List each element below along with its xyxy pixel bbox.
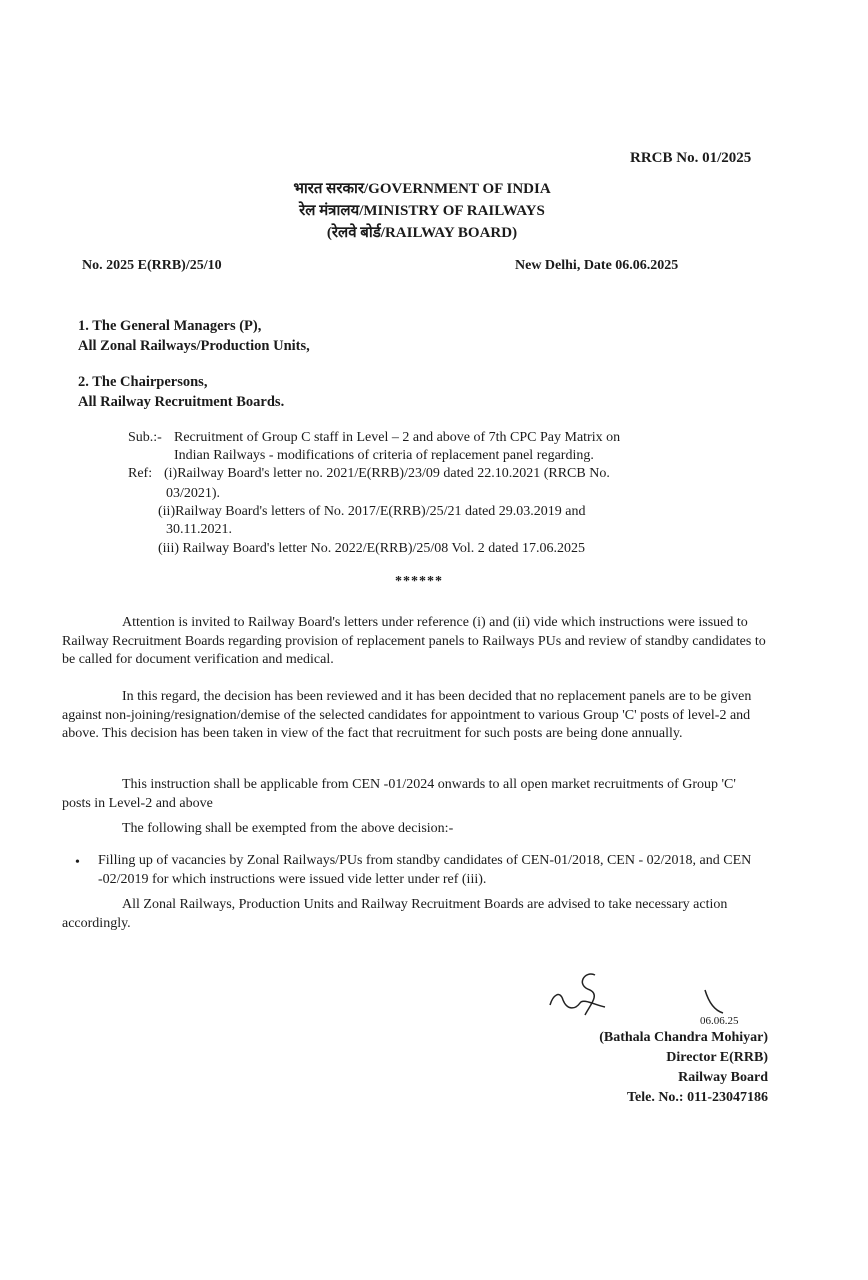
place-date: New Delhi, Date 06.06.2025 bbox=[515, 258, 679, 273]
bullet-mark: • bbox=[75, 855, 80, 870]
reference-1-line1: (i)Railway Board's letter no. 2021/E(RRB)/23/09 dated 22.10.2021 (RRCB No. bbox=[164, 466, 610, 481]
reference-3: (iii) Railway Board's letter No. 2022/E(RRB)/25/08 Vol. 2 dated 17.06.2025 bbox=[158, 541, 586, 556]
addressee-2-line2: All Railway Recruitment Boards. bbox=[78, 394, 285, 410]
bullet-exemption: Filling up of vacancies by Zonal Railways/PUs from standby candidates of CEN-01/2018, CEN - 02/2018, and CEN -02/2019 for which instructions were issued vide letter under ref (iii). bbox=[98, 853, 752, 887]
paragraph-2: In this regard, the decision has been reviewed and it has been decided that no replacement panels are to be given against non-joining/resignation/demise of the selected candidates for appointment to various Group 'C' posts of level-2 and above. This decision has been taken in view of the fact that recruitment for such posts are being done annually. bbox=[62, 689, 752, 741]
reference-number: No. 2025 E(RRB)/25/10 bbox=[82, 258, 222, 273]
signatory-telephone: Tele. No.: 011-23047186 bbox=[626, 1090, 768, 1105]
separator-stars: ****** bbox=[395, 574, 443, 589]
reference-1-line2: 03/2021). bbox=[166, 486, 221, 501]
subject-line1: Recruitment of Group C staff in Level – 2 and above of 7th CPC Pay Matrix on bbox=[174, 430, 621, 445]
reference-2-line2: 30.11.2021. bbox=[166, 522, 232, 537]
subject-label: Sub.:- bbox=[128, 430, 162, 445]
paragraph-5: All Zonal Railways, Production Units and Railway Recruitment Boards are advised to take necessary action accordingly. bbox=[62, 897, 728, 931]
rrcb-number: RRCB No. 01/2025 bbox=[630, 150, 752, 166]
reference-label: Ref: bbox=[128, 466, 153, 481]
signatory-name: (Bathala Chandra Mohiyar) bbox=[599, 1030, 768, 1045]
paragraph-1: Attention is invited to Railway Board's letters under reference (i) and (ii) vide which instructions were issued to Railway Recruitment Boards regarding provision of replacement panels to Railways PUs and review of standby candidates to be called for document verification and medical. bbox=[62, 615, 766, 667]
header-board: (रेलवे बोर्ड/RAILWAY BOARD) bbox=[326, 225, 518, 241]
addressee-2-line1: 2. The Chairpersons, bbox=[78, 374, 208, 390]
signature-image bbox=[545, 965, 775, 1025]
addressee-1-line2: All Zonal Railways/Production Units, bbox=[78, 338, 310, 354]
subject-line2: Indian Railways - modifications of criteria of replacement panel regarding. bbox=[174, 448, 594, 463]
reference-2-line1: (ii)Railway Board's letters of No. 2017/E(RRB)/25/21 dated 29.03.2019 and bbox=[158, 504, 586, 519]
header-government: भारत सरकार/GOVERNMENT OF INDIA bbox=[293, 181, 551, 197]
addressee-1-line1: 1. The General Managers (P), bbox=[78, 318, 262, 334]
header-ministry: रेल मंत्रालय/MINISTRY OF RAILWAYS bbox=[299, 203, 545, 219]
signatory-designation: Director E(RRB) bbox=[666, 1050, 768, 1065]
signature-date-mark: 06.06.25 bbox=[700, 1015, 739, 1027]
paragraph-4: The following shall be exempted from the above decision:- bbox=[122, 821, 454, 836]
signatory-office: Railway Board bbox=[678, 1070, 768, 1085]
paragraph-3: This instruction shall be applicable from CEN -01/2024 onwards to all open market recruitments of Group 'C' posts in Level-2 and above bbox=[62, 777, 736, 811]
